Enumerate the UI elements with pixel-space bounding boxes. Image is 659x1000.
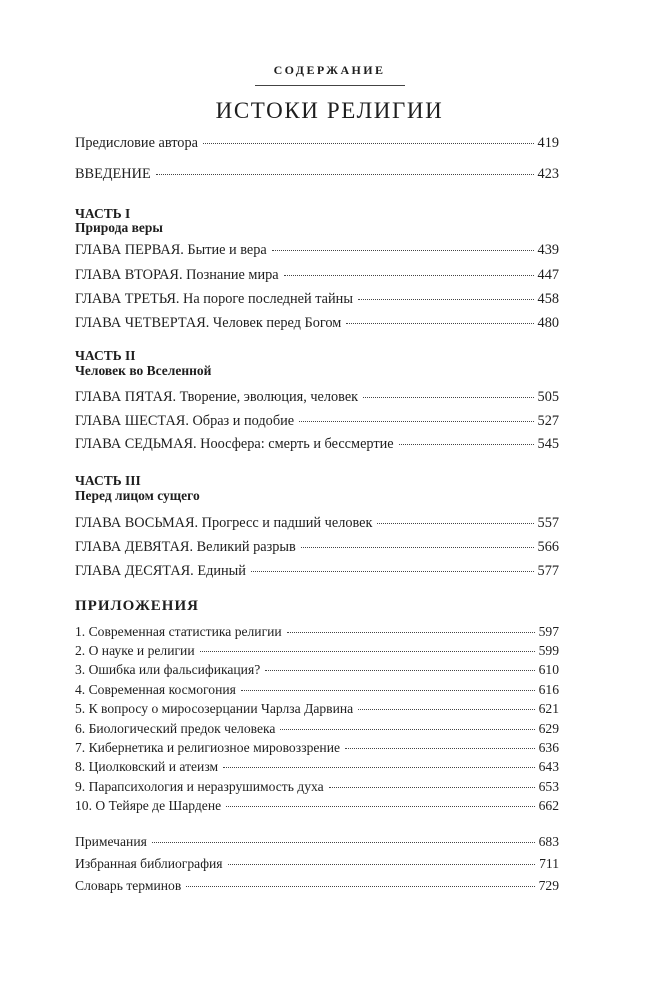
entry-label: ГЛАВА ТРЕТЬЯ. На пороге последней тайны xyxy=(75,291,353,307)
part-heading: ЧАСТЬ I xyxy=(75,206,131,221)
dot-leader xyxy=(203,143,534,144)
toc-entry-appendix xyxy=(75,778,559,796)
toc-entry-chapter xyxy=(75,412,559,430)
toc-entry-chapter xyxy=(75,514,559,532)
toc-entry-appendix xyxy=(75,681,559,699)
entry-page: 629 xyxy=(538,721,559,736)
dot-leader xyxy=(301,547,534,548)
entry-page: 505 xyxy=(537,389,559,405)
dot-leader xyxy=(228,864,536,865)
toc-entry-appendix xyxy=(75,739,559,757)
part-subtitle: Природа веры xyxy=(75,220,163,235)
entry-page: 566 xyxy=(537,539,559,555)
dot-leader xyxy=(346,323,533,324)
entry-label: ГЛАВА ВОСЬМАЯ. Прогресс и падший человек xyxy=(75,515,373,531)
entry-page: 447 xyxy=(537,267,559,283)
toc-entry-introduction xyxy=(75,165,559,183)
toc-entry-preface xyxy=(75,134,559,152)
toc-entry-chapter xyxy=(75,290,559,308)
dot-leader xyxy=(329,787,535,788)
entry-label: ГЛАВА ПЯТАЯ. Творение, эволюция, человек xyxy=(75,389,359,405)
toc-entry-chapter xyxy=(75,435,559,453)
entry-label: 3. Ошибка или фальсификация? xyxy=(75,662,261,677)
entry-page: 711 xyxy=(539,856,559,871)
toc-entry-bibliography xyxy=(75,855,559,873)
dot-leader xyxy=(265,670,534,671)
entry-page: 577 xyxy=(537,563,559,579)
toc-entry-appendix xyxy=(75,642,559,660)
toc-entry-chapter xyxy=(75,266,559,284)
dot-leader xyxy=(284,275,534,276)
dot-leader xyxy=(156,174,534,175)
entry-label: ГЛАВА ВТОРАЯ. Познание мира xyxy=(75,267,279,283)
running-head: СОДЕРЖАНИЕ xyxy=(273,63,386,77)
entry-label: 1. Современная статистика религии xyxy=(75,624,282,639)
part-heading: ЧАСТЬ II xyxy=(75,348,136,363)
entry-label: Примечания xyxy=(75,834,147,849)
toc-entry-chapter xyxy=(75,538,559,556)
toc-entry-appendix xyxy=(75,758,559,776)
dot-leader xyxy=(299,421,533,422)
entry-label: 5. К вопросу о миросозерцании Чарлза Дарвина xyxy=(75,701,354,716)
entry-page: 616 xyxy=(538,682,559,697)
entry-page: 458 xyxy=(537,291,559,307)
entry-page: 597 xyxy=(538,624,559,639)
entry-label: ГЛАВА ПЕРВАЯ. Бытие и вера xyxy=(75,242,267,258)
entry-label: ГЛАВА ШЕСТАЯ. Образ и подобие xyxy=(75,413,295,429)
entry-page: 527 xyxy=(537,413,559,429)
entry-page: 636 xyxy=(538,740,559,755)
toc-entry-appendix xyxy=(75,797,559,815)
entry-label: 8. Циолковский и атеизм xyxy=(75,759,219,774)
entry-page: 683 xyxy=(538,834,559,849)
dot-leader xyxy=(377,523,533,524)
entry-label: ГЛАВА ЧЕТВЕРТАЯ. Человек перед Богом xyxy=(75,315,342,331)
toc-entry-chapter xyxy=(75,562,559,580)
entry-label: ГЛАВА ДЕВЯТАЯ. Великий разрыв xyxy=(75,539,296,555)
entry-label: ВВЕДЕНИЕ xyxy=(75,166,151,182)
entry-label: 10. О Тейяре де Шардене xyxy=(75,798,222,813)
toc-entry-appendix xyxy=(75,623,559,641)
entry-label: Предисловие автора xyxy=(75,135,198,151)
toc-entry-glossary xyxy=(75,877,559,895)
dot-leader xyxy=(287,632,535,633)
dot-leader xyxy=(280,729,534,730)
entry-page: 599 xyxy=(538,643,559,658)
entry-page: 729 xyxy=(538,878,559,893)
entry-label: 9. Парапсихология и неразрушимость духа xyxy=(75,779,324,794)
entry-page: 662 xyxy=(538,798,559,813)
header-rule xyxy=(255,85,405,86)
toc-entry-chapter xyxy=(75,388,559,406)
dot-leader xyxy=(399,444,534,445)
entry-label: 6. Биологический предок человека xyxy=(75,721,276,736)
dot-leader xyxy=(152,842,535,843)
dot-leader xyxy=(358,709,534,710)
dot-leader xyxy=(358,299,534,300)
part-subtitle: Перед лицом сущего xyxy=(75,488,200,503)
entry-label: Словарь терминов xyxy=(75,878,182,893)
part-heading: ЧАСТЬ III xyxy=(75,473,141,488)
dot-leader xyxy=(345,748,535,749)
entry-label: Избранная библиография xyxy=(75,856,223,871)
entry-page: 439 xyxy=(537,242,559,258)
toc-entry-appendix xyxy=(75,661,559,679)
toc-entry-chapter xyxy=(75,241,559,259)
dot-leader xyxy=(363,397,533,398)
entry-page: 653 xyxy=(538,779,559,794)
entry-page: 545 xyxy=(537,436,559,452)
entry-label: ГЛАВА СЕДЬМАЯ. Ноосфера: смерть и бессмертие xyxy=(75,436,394,452)
entry-page: 419 xyxy=(537,135,559,151)
dot-leader xyxy=(226,806,534,807)
entry-page: 423 xyxy=(537,166,559,182)
entry-page: 480 xyxy=(537,315,559,331)
entry-page: 557 xyxy=(537,515,559,531)
dot-leader xyxy=(272,250,534,251)
dot-leader xyxy=(223,767,535,768)
part-subtitle: Человек во Вселенной xyxy=(75,363,212,378)
entry-page: 621 xyxy=(538,701,559,716)
dot-leader xyxy=(241,690,535,691)
dot-leader xyxy=(200,651,535,652)
entry-label: 4. Современная космогония xyxy=(75,682,236,697)
dot-leader xyxy=(251,571,534,572)
entry-label: 7. Кибернетика и религиозное мировоззрение xyxy=(75,740,341,755)
appendices-heading: ПРИЛОЖЕНИЯ xyxy=(75,598,199,614)
entry-label: 2. О науке и религии xyxy=(75,643,195,658)
book-title: ИСТОКИ РЕЛИГИИ xyxy=(215,98,444,123)
toc-entry-appendix xyxy=(75,700,559,718)
entry-page: 643 xyxy=(538,759,559,774)
toc-entry-chapter xyxy=(75,314,559,332)
toc-entry-appendix xyxy=(75,720,559,738)
dot-leader xyxy=(186,886,534,887)
toc-entry-notes xyxy=(75,833,559,851)
entry-label: ГЛАВА ДЕСЯТАЯ. Единый xyxy=(75,563,246,579)
entry-page: 610 xyxy=(538,662,559,677)
